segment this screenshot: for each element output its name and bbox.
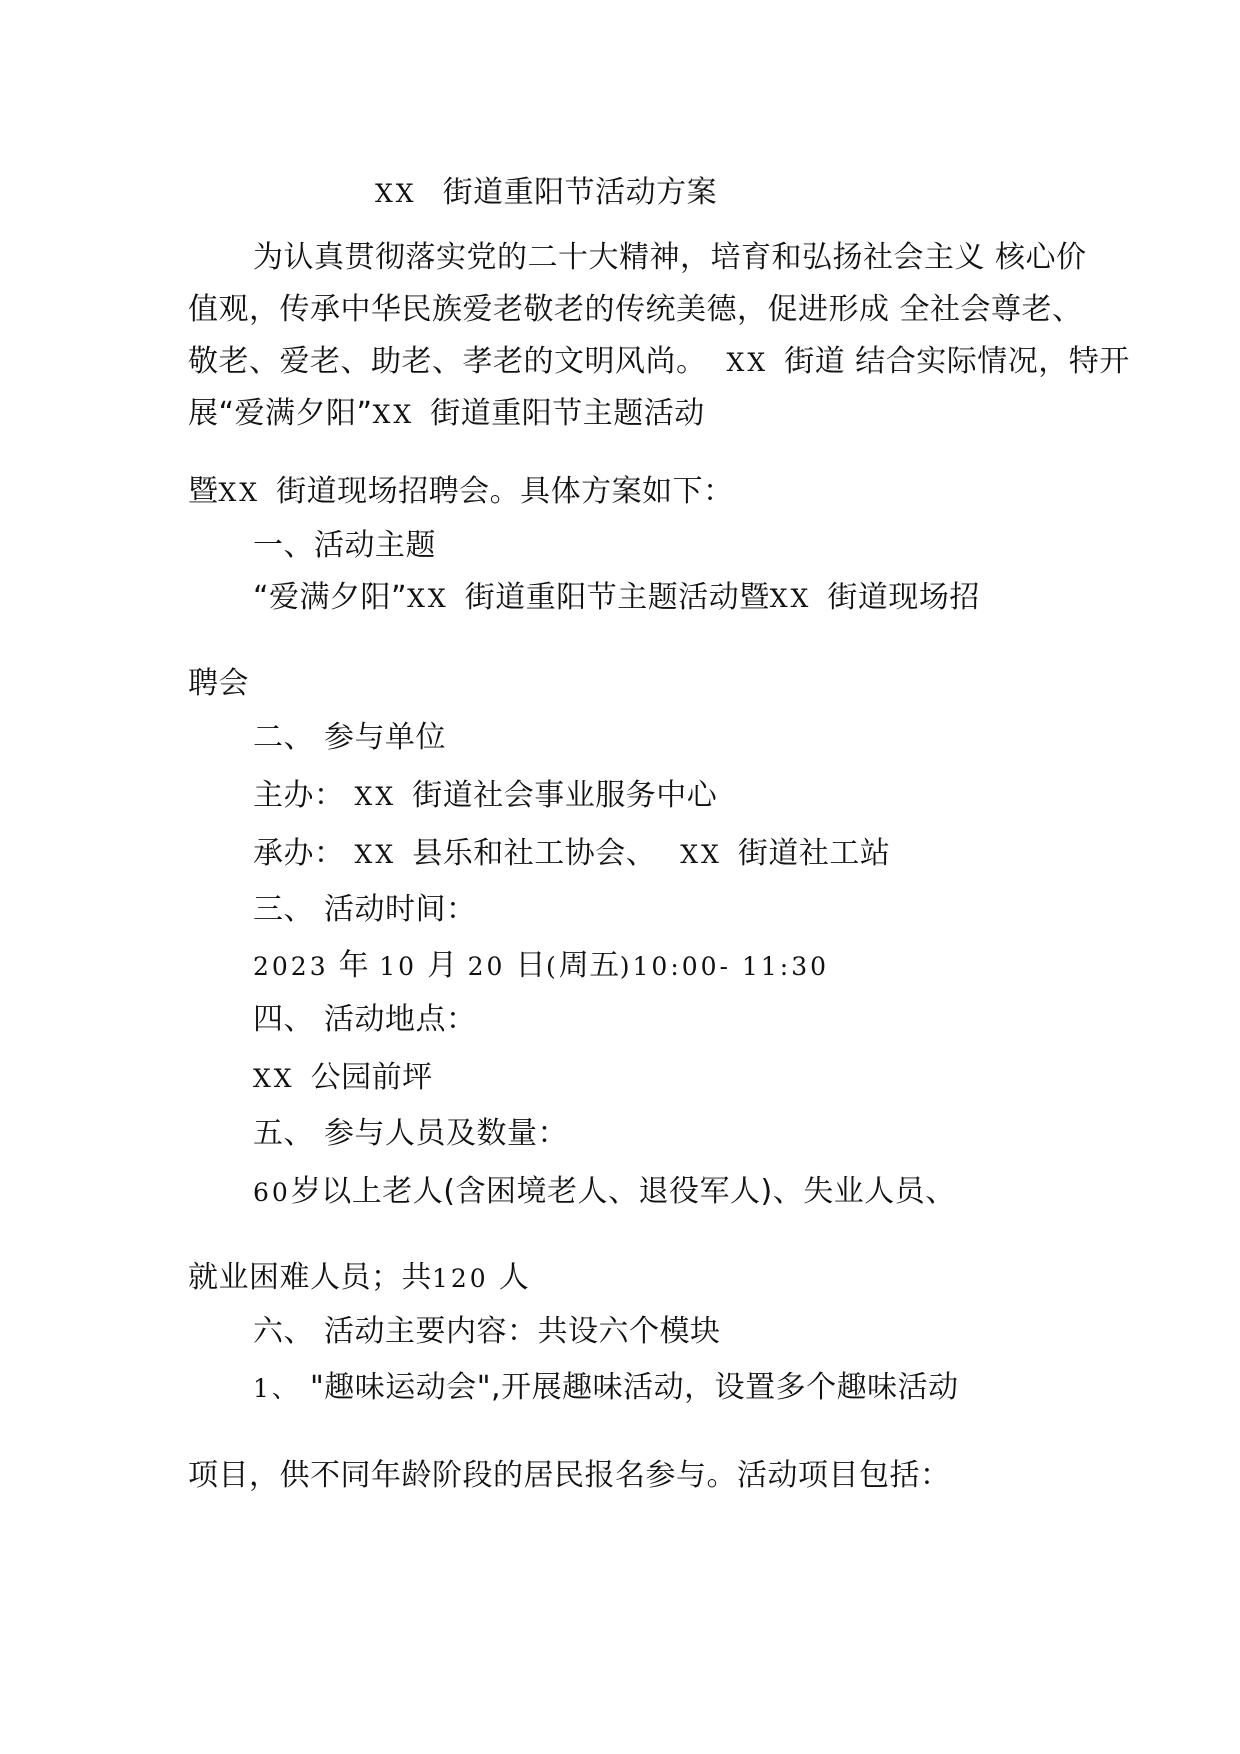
item-1-line-1: [253, 1368, 959, 1409]
intro-line-4-c: 街道重阳节主题活动: [430, 396, 705, 431]
section-1-heading: 一、活动主题: [253, 528, 436, 563]
weekday: 周五: [558, 948, 620, 983]
item-1-text: "趣味运动会",开展趣味活动，设置多个趣味活动: [309, 1370, 959, 1405]
date-year-unit: 年: [338, 948, 370, 983]
theme-e: 街道现场招: [827, 580, 980, 615]
section-1-theme: [253, 578, 980, 619]
title-text: 街道重阳节活动方案: [442, 175, 718, 210]
item-1-num: 1、: [253, 1374, 300, 1403]
date-line: [253, 946, 829, 987]
place-line: [253, 1058, 433, 1099]
people-line-1: [253, 1172, 956, 1213]
date-year: 2023: [253, 952, 329, 981]
organizer-xx-1: XX: [354, 840, 397, 869]
organizer-name-1: 县乐和社工协会、: [412, 836, 657, 871]
section-2-heading: 二、 参与单位: [253, 720, 447, 755]
document-title: [375, 173, 717, 214]
intro-line-4-a: 展“爱满夕阳”: [188, 396, 373, 431]
date-month: 10: [379, 952, 418, 981]
host-label: 主办：: [253, 778, 345, 813]
section-1-theme-cont: 聘会: [188, 666, 249, 701]
section-3-heading: 三、 活动时间：: [253, 892, 477, 927]
section-4-heading: 四、 活动地点：: [253, 1002, 477, 1037]
intro-line-4: [188, 394, 705, 435]
time-range: 10:00- 11:30: [632, 952, 830, 981]
intro-line-2: 值观，传承中华民族爱老敬老的传统美德，促进形成 全社会尊老、: [188, 292, 1083, 327]
intro-line-5: [188, 472, 734, 513]
people-line-2: [188, 1258, 529, 1299]
organizer-name-2: 街道社工站: [737, 836, 891, 871]
theme-xx-1: XX: [407, 584, 449, 613]
theme-c: 街道重阳节主题活动暨: [464, 580, 770, 615]
intro-line-5-c: 街道现场招聘会。具体方案如下：: [276, 474, 734, 509]
section-5-heading: 五、 参与人员及数量：: [253, 1116, 569, 1151]
intro-line-3: [188, 342, 1130, 383]
item-1-line-2: 项目，供不同年龄阶段的居民报名参与。活动项目包括：: [188, 1458, 951, 1493]
host-line: [253, 776, 717, 817]
people-line-1-text: 岁以上老人(含困境老人、退役军人)、失业人员、: [290, 1174, 956, 1209]
intro-line-4-xx: XX: [372, 400, 415, 429]
theme-xx-2: XX: [769, 584, 812, 613]
weekday-open: (: [545, 952, 559, 981]
host-name: 街道社会事业服务中心: [412, 778, 718, 813]
organizer-xx-2: XX: [680, 840, 722, 869]
title-xx: XX: [375, 179, 417, 208]
organizer-line: [253, 834, 890, 875]
theme-a: “爱满夕阳”: [253, 580, 408, 615]
intro-line-5-a: 暨: [188, 474, 219, 509]
intro-line-3-xx: XX: [726, 348, 769, 377]
people-count: 120: [432, 1264, 489, 1293]
intro-line-3-a: 敬老、爱老、助老、孝老的文明风尚。: [188, 344, 707, 379]
host-xx: XX: [354, 782, 397, 811]
weekday-close: ): [619, 952, 633, 981]
date-day-unit: 日: [515, 948, 546, 983]
place-name: 公园前坪: [310, 1060, 433, 1095]
intro-line-1: 为认真贯彻落实党的二十大精神，培育和弘扬社会主义 核心价: [253, 240, 1087, 275]
people-line-2-a: 就业困难人员；共: [188, 1260, 432, 1295]
place-xx: XX: [253, 1064, 295, 1093]
intro-line-3-c: 街道 结合实际情况，特开: [784, 344, 1130, 379]
intro-line-5-xx: XX: [218, 478, 261, 507]
section-6-heading: 六、 活动主要内容：共设六个模块: [253, 1314, 721, 1349]
date-day: 20: [467, 952, 506, 981]
people-line-2-b: 人: [498, 1260, 530, 1295]
people-age: 60: [253, 1178, 291, 1207]
organizer-label: 承办：: [253, 836, 345, 871]
date-month-unit: 月: [427, 948, 458, 983]
